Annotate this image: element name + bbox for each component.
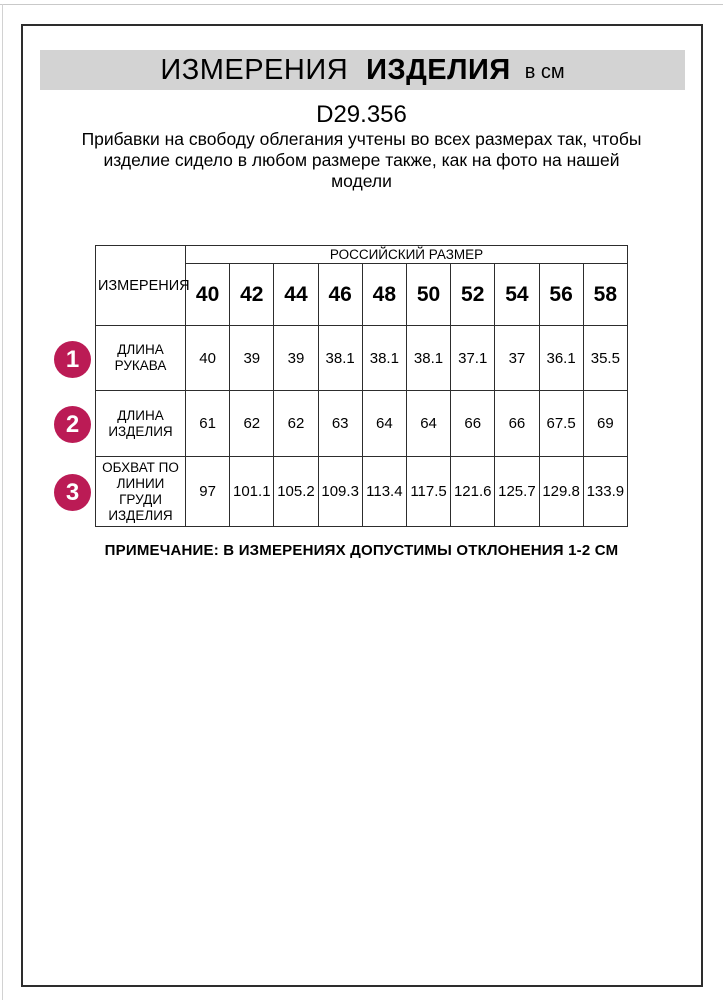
value-cell: 39 — [274, 326, 318, 391]
value-cell: 125.7 — [495, 457, 539, 527]
value-cell: 62 — [230, 391, 274, 457]
value-cell: 40 — [186, 326, 230, 391]
value-cell: 37 — [495, 326, 539, 391]
value-cell: 37.1 — [451, 326, 495, 391]
value-cell: 101.1 — [230, 457, 274, 527]
page-title-unit: в см — [524, 60, 565, 83]
row-label-chest-girth: ОБХВАТ ПО ЛИНИИ ГРУДИ ИЗДЕЛИЯ — [96, 457, 186, 527]
value-cell: 113.4 — [362, 457, 406, 527]
value-cell: 62 — [274, 391, 318, 457]
size-cell: 42 — [230, 264, 274, 326]
value-cell: 129.8 — [539, 457, 583, 527]
value-cell: 38.1 — [318, 326, 362, 391]
value-cell: 39 — [230, 326, 274, 391]
row-label-item-length: ДЛИНА ИЗДЕЛИЯ — [96, 391, 186, 457]
size-cell: 58 — [583, 264, 627, 326]
table-row-size-group — [96, 246, 628, 264]
product-code: D29.356 — [316, 101, 407, 128]
size-table — [95, 245, 628, 527]
value-cell: 66 — [495, 391, 539, 457]
value-cell: 105.2 — [274, 457, 318, 527]
table-row-sleeve-length — [96, 326, 628, 391]
size-cell: 50 — [406, 264, 450, 326]
value-cell: 38.1 — [362, 326, 406, 391]
value-cell: 117.5 — [406, 457, 450, 527]
value-cell: 133.9 — [583, 457, 627, 527]
value-cell: 61 — [186, 391, 230, 457]
size-cell: 48 — [362, 264, 406, 326]
scan-edge-top — [0, 4, 723, 5]
value-cell: 38.1 — [406, 326, 450, 391]
row-number-badge-2: 2 — [54, 406, 91, 443]
value-cell: 64 — [406, 391, 450, 457]
scan-edge-left — [2, 4, 3, 1000]
size-cell: 54 — [495, 264, 539, 326]
russian-size-header-cell: РОССИЙСКИЙ РАЗМЕР — [186, 246, 628, 264]
table-row-item-length — [96, 391, 628, 457]
row-label-sleeve-length: ДЛИНА РУКАВА — [96, 326, 186, 391]
title-bar — [40, 50, 685, 90]
value-cell: 109.3 — [318, 457, 362, 527]
value-cell: 97 — [186, 457, 230, 527]
value-cell: 64 — [362, 391, 406, 457]
size-cell: 40 — [186, 264, 230, 326]
value-cell: 121.6 — [451, 457, 495, 527]
size-cell: 52 — [451, 264, 495, 326]
page-title-main: ИЗМЕРЕНИЯ — [160, 53, 349, 86]
value-cell: 35.5 — [583, 326, 627, 391]
value-cell: 67.5 — [539, 391, 583, 457]
table-row-chest-girth — [96, 457, 628, 527]
tolerance-note: ПРИМЕЧАНИЕ: В ИЗМЕРЕНИЯХ ДОПУСТИМЫ ОТКЛОНЕНИЯ 1-2 СМ — [104, 542, 619, 559]
page-title-bold: ИЗДЕЛИЯ — [366, 53, 511, 86]
row-number-badge-3: 3 — [54, 474, 91, 511]
measurements-header-cell: ИЗМЕРЕНИЯ — [96, 246, 186, 326]
size-cell: 46 — [318, 264, 362, 326]
size-cell: 56 — [539, 264, 583, 326]
fit-description: Прибавки на свободу облегания учтены во всех размерах так, чтобы изделие сидело в любом размере также, как на фото на нашей модели — [81, 129, 642, 191]
size-cell: 44 — [274, 264, 318, 326]
value-cell: 36.1 — [539, 326, 583, 391]
row-number-badge-1: 1 — [54, 341, 91, 378]
value-cell: 63 — [318, 391, 362, 457]
value-cell: 66 — [451, 391, 495, 457]
value-cell: 69 — [583, 391, 627, 457]
